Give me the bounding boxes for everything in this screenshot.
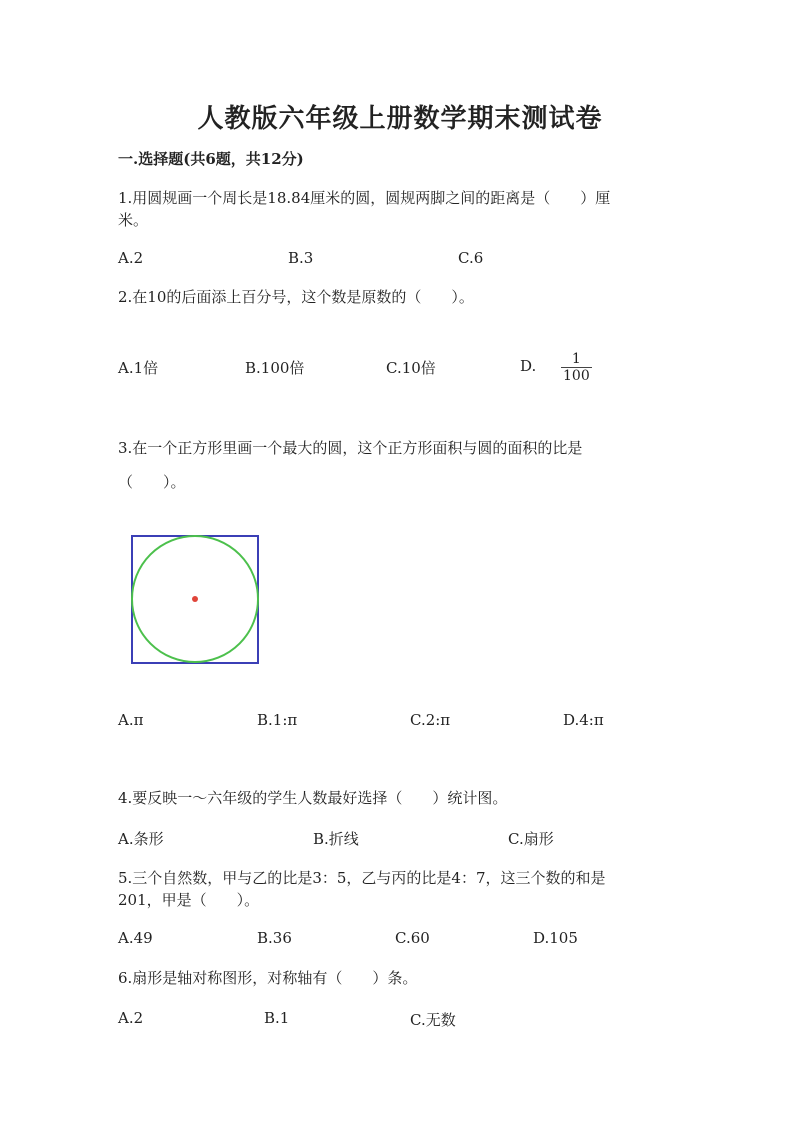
question-6-text: 6.扇形是轴对称图形，对称轴有（ ）条。 [118, 969, 418, 987]
question-4-option-b: B.折线 [313, 830, 359, 848]
question-2-fraction [561, 352, 592, 383]
question-5-option-c: C.60 [395, 929, 430, 947]
question-1-text: 1.用圆规画一个周长是18.84厘米的圆，圆规两脚之间的距离是（ ）厘 [118, 189, 611, 207]
question-4-option-a: A.条形 [118, 830, 164, 848]
question-1-option-a: A.2 [118, 249, 144, 267]
question-5-option-b: B.36 [257, 929, 292, 947]
question-3-text-cont: （ ）。 [118, 473, 186, 491]
question-2-option-b: B.100倍 [245, 359, 305, 377]
question-3-text: 3.在一个正方形里画一个最大的圆，这个正方形面积与圆的面积的比是 [118, 439, 583, 457]
question-3-option-b: B.1:π [257, 711, 298, 729]
question-5-option-d: D.105 [533, 929, 578, 947]
question-4-option-c: C.扇形 [508, 830, 554, 848]
question-6-option-a: A.2 [118, 1009, 144, 1027]
question-1-option-b: B.3 [288, 249, 314, 267]
question-6-option-c: C.无数 [410, 1011, 456, 1029]
question-5-option-a: A.49 [118, 929, 153, 947]
question-3-option-a: A.π [118, 711, 144, 729]
question-2-option-c: C.10倍 [386, 359, 436, 377]
question-5-text: 5.三个自然数，甲与乙的比是3：5，乙与丙的比是4：7，这三个数的和是 [118, 869, 606, 887]
section-heading: 一.选择题(共6题，共12分) [118, 150, 304, 168]
page-title: 人教版六年级上册数学期末测试卷 [197, 104, 603, 134]
question-1-text-cont: 米。 [118, 211, 149, 229]
question-5-text-cont: 201，甲是（ ）。 [118, 891, 260, 909]
question-1-option-c: C.6 [458, 249, 484, 267]
square-circle-figure [126, 532, 272, 668]
question-2-option-a: A.1倍 [118, 359, 159, 377]
question-6-option-b: B.1 [264, 1009, 290, 1027]
question-3-option-c: C.2:π [410, 711, 451, 729]
question-2-option-d: D. [520, 357, 537, 375]
question-4-text: 4.要反映一～六年级的学生人数最好选择（ ）统计图。 [118, 789, 508, 807]
question-3-option-d: D.4:π [563, 711, 604, 729]
figure-center-dot [192, 596, 198, 602]
fraction-denominator: 100 [563, 368, 590, 384]
question-2-text: 2.在10的后面添上百分号，这个数是原数的（ ）。 [118, 288, 474, 306]
fraction-numerator: 1 [571, 351, 581, 367]
